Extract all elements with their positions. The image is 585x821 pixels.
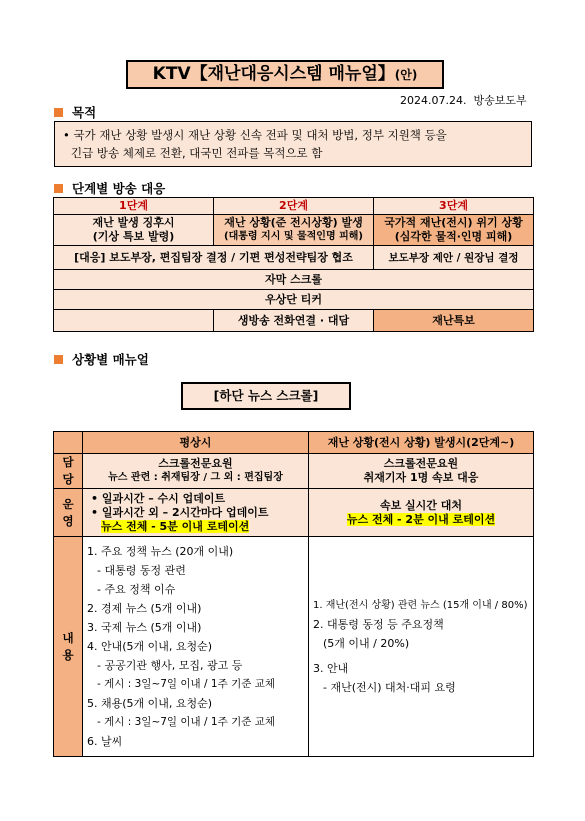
stage-1-2-response — [54, 246, 374, 270]
subtitle-news-scroll: [하단 뉴스 스크롤] — [181, 382, 351, 410]
document-date-line — [400, 92, 527, 108]
list-item: - 게시 : 3일~7일 이내 / 1주 기준 교체 — [97, 716, 275, 728]
list-item: - 대통령 동정 관련 — [97, 564, 186, 577]
square-bullet-icon — [54, 108, 63, 117]
row-label-ops: 운영 — [54, 489, 83, 537]
square-bullet-icon — [54, 184, 63, 193]
list-item: 3. 안내 — [313, 662, 349, 675]
section-heading-situation — [54, 350, 149, 368]
ops-disaster-2-highlight: 뉴스 전체 - 2분 이내 로테이션 — [346, 512, 496, 526]
list-item: - 주요 정책 이슈 — [97, 583, 176, 596]
stage-1-desc-line2: (기상 특보 발령) — [92, 230, 175, 243]
section-heading-text: 단계별 방송 대응 — [72, 181, 166, 196]
content-normal — [83, 537, 309, 757]
stage-1-header: 1단계 — [54, 198, 214, 215]
stage-2-desc-line2: (대통령 지시 및 물적인명 피해) — [224, 231, 363, 242]
document-department: 방송보도부 — [473, 94, 527, 107]
staff-disaster: 스크롤전문요원 취재기자 1명 속보 대응 — [309, 454, 534, 489]
col-header-normal: 평상시 — [83, 432, 309, 454]
square-bullet-icon — [54, 355, 63, 364]
list-item: - 게시 : 3일~7일 이내 / 1주 기준 교체 — [97, 678, 275, 690]
title-text: KTV【재난대응시스템 매뉴얼】 — [152, 64, 395, 84]
document-title — [126, 60, 444, 89]
stage-2-desc — [214, 215, 374, 246]
row-label-content: 내용 — [54, 537, 83, 757]
stage-3-response: 보도부장 제안 / 원장님 결정 — [374, 246, 534, 270]
row-caption-scroll: 자막 스크롤 — [54, 270, 534, 290]
ops-normal-2: 일과시간 외 – 2시간마다 업데이트 — [101, 505, 269, 519]
list-item: 6. 날씨 — [87, 735, 123, 748]
stage-1-desc-line1: 재난 발생 징후시 — [92, 216, 175, 229]
list-item: 1. 재난(전시 상황) 관련 뉴스 (15개 이내 / 80%) — [313, 600, 528, 611]
stage-1-blank — [54, 310, 214, 332]
row-disaster-special: 재난특보 — [374, 310, 534, 332]
ops-disaster — [309, 489, 534, 537]
section-heading-text: 목적 — [72, 105, 97, 120]
response-label: [대응] — [74, 250, 106, 264]
ops-normal: • 일과시간 – 수시 업데이트 • 일과시간 외 – 2시간마다 업데이트 뉴스 전체 - 5분 이내 로테이션 — [83, 489, 309, 537]
section-heading-text: 상황별 매뉴얼 — [72, 352, 149, 367]
response-12-text: 보도부장, 편집팀장 결정 / 기편 편성전략팀장 협조 — [109, 250, 353, 264]
purpose-line-1 — [63, 126, 523, 144]
list-item: 4. 안내(5개 이내, 요청순) — [87, 640, 213, 653]
corner-cell — [54, 432, 83, 454]
list-item: - 공공기관 행사, 모집, 광고 등 — [97, 659, 243, 672]
stage-2-desc-line1: 재난 상황(준 전시상황) 발생 — [224, 216, 363, 229]
situation-table — [53, 431, 534, 757]
col-header-disaster: 재난 상황(전시 상황) 발생시(2단계~) — [309, 432, 534, 454]
stage-3-header: 3단계 — [374, 198, 534, 215]
stage-2-header: 2단계 — [214, 198, 374, 215]
list-item: 3. 국제 뉴스 (5개 이내) — [87, 621, 202, 634]
stage-3-desc-line1: 국가적 재난(전시) 위기 상황 — [384, 216, 523, 229]
section-heading-stages — [54, 179, 165, 197]
ops-disaster-1: 속보 실시간 대처 — [379, 498, 463, 512]
ops-normal-3-highlight: 뉴스 전체 - 5분 이내 로테이션 — [101, 519, 250, 533]
bullet-icon: • — [63, 128, 70, 142]
list-item: 2. 대통령 동정 등 주요정책 — [313, 618, 444, 631]
purpose-line-2: 긴급 방송 체제로 전환, 대국민 전파를 목적으로 함 — [71, 146, 323, 160]
list-item: (5개 이내 / 20%) — [323, 637, 410, 650]
list-item: 1. 주요 정책 뉴스 (20개 이내) — [87, 545, 234, 558]
section-heading-purpose — [54, 103, 96, 121]
staff-normal: 스크롤전문요원 뉴스 관련 : 취재팀장 / 그 외 : 편집팀장 — [83, 454, 309, 489]
stage-3-desc — [374, 215, 534, 246]
list-item: - 재난(전시) 대처·대피 요령 — [323, 681, 456, 694]
purpose-text-1: 국가 재난 상황 발생시 재난 상황 신속 전파 및 대처 방법, 정부 지원책 등을 — [73, 128, 447, 142]
row-label-staff: 담당 — [54, 454, 83, 489]
document-date: 2024.07.24. — [400, 94, 467, 107]
stage-3-desc-line2: (심각한 물적·인명 피해) — [394, 230, 513, 243]
list-item: 5. 채용(5개 이내, 요청순) — [87, 697, 213, 710]
row-live-call: 생방송 전화연결 · 대담 — [214, 310, 374, 332]
stages-table — [53, 197, 534, 332]
title-suffix: (안) — [394, 68, 418, 82]
list-item: 2. 경제 뉴스 (5개 이내) — [87, 602, 202, 615]
stage-1-desc — [54, 215, 214, 246]
purpose-box — [54, 121, 532, 167]
ops-normal-1: 일과시간 – 수시 업데이트 — [101, 491, 226, 505]
content-disaster — [309, 537, 534, 757]
row-top-ticker: 우상단 티커 — [54, 290, 534, 310]
